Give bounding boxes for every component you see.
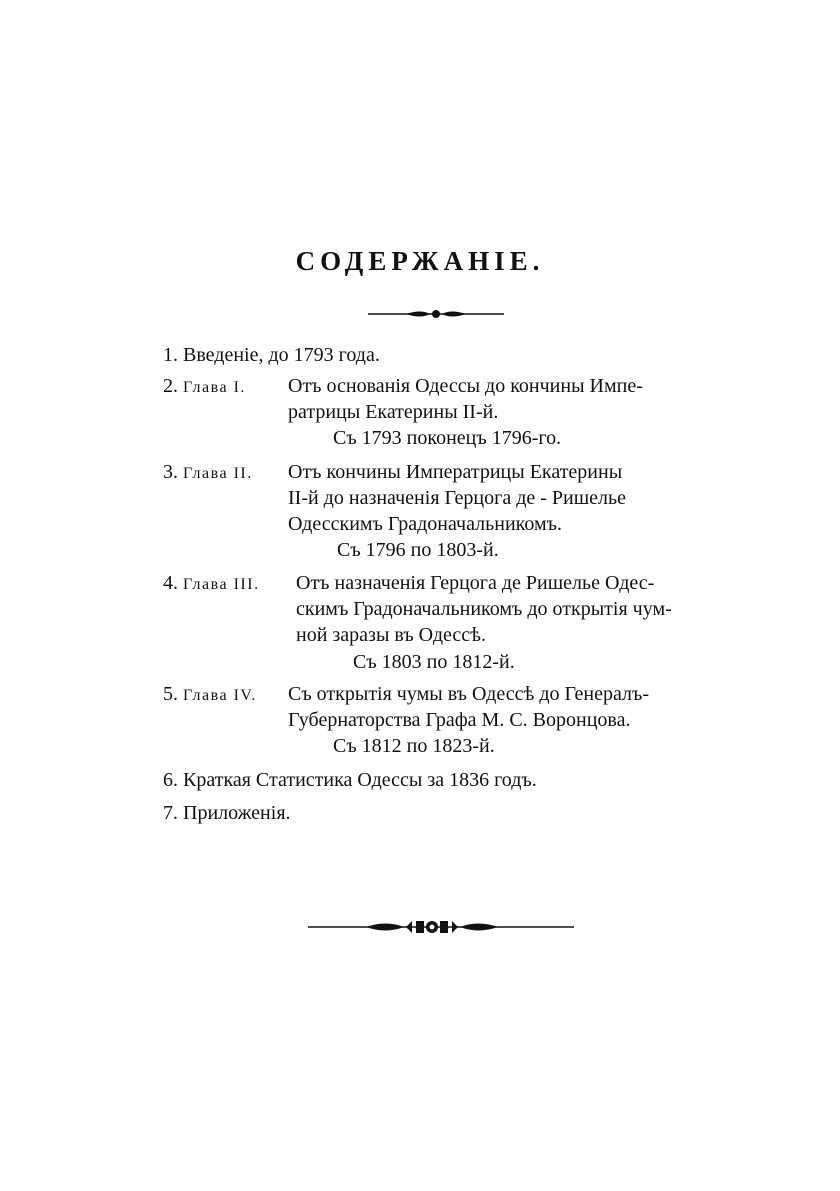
chapter-label: Глава IV. [183, 687, 257, 704]
toc-entry-6 [163, 767, 537, 793]
entry-text-line: Отъ кончины Императрицы Екатерины [288, 461, 623, 483]
title-ornament [366, 306, 506, 322]
entry-text-line: ной заразы въ Одессѣ. [296, 624, 487, 646]
entry-period: Съ 1803 по 1812-й. [353, 651, 515, 673]
toc-entry-3 [163, 459, 253, 487]
entry-text: Приложенія. [183, 802, 291, 824]
chapter-label: Глава I. [183, 379, 246, 396]
entry-text-line: Съ открытія чумы въ Одессѣ до Генералъ- [288, 683, 650, 705]
page-title: СОДЕРЖАНІЕ. [295, 246, 545, 276]
end-ornament [306, 915, 576, 939]
entry-text: Введеніе, до 1793 года. [183, 344, 380, 366]
chapter-label: Глава II. [183, 465, 253, 482]
entry-text-line: ратрицы Екатерины II-й. [288, 401, 499, 423]
entry-text-line: скимъ Градоначальникомъ до открытія чум- [296, 598, 672, 620]
toc-entry-2 [163, 373, 246, 401]
entry-text-line: Отъ назначенія Герцога де Ришелье Одес- [296, 572, 655, 594]
chapter-label: Глава III. [183, 576, 260, 593]
entry-period: Съ 1796 по 1803-й. [337, 539, 499, 561]
entry-period: Съ 1793 поконецъ 1796-го. [333, 427, 562, 449]
entry-number: 7. [163, 802, 178, 824]
toc-entry-7 [163, 800, 291, 826]
toc-entry-5 [163, 681, 257, 709]
entry-number: 5. [163, 683, 178, 705]
toc-entry-4 [163, 570, 260, 598]
entry-period: Съ 1812 по 1823-й. [333, 735, 495, 757]
entry-number: 4. [163, 572, 178, 594]
entry-text-line: Отъ основанія Одессы до кончины Импе- [288, 375, 643, 397]
entry-text-line: Одесскимъ Градоначальникомъ. [288, 513, 562, 535]
entry-text-line: Губернаторства Графа М. С. Воронцова. [288, 709, 631, 731]
entry-number: 3. [163, 461, 178, 483]
entry-number: 2. [163, 375, 178, 397]
toc-entry-1 [163, 342, 380, 368]
entry-text-line: II-й до назначенія Герцога де - Ришелье [288, 487, 627, 509]
entry-number: 1. [163, 344, 178, 366]
entry-text: Краткая Статистика Одессы за 1836 годъ. [183, 769, 537, 791]
entry-number: 6. [163, 769, 178, 791]
